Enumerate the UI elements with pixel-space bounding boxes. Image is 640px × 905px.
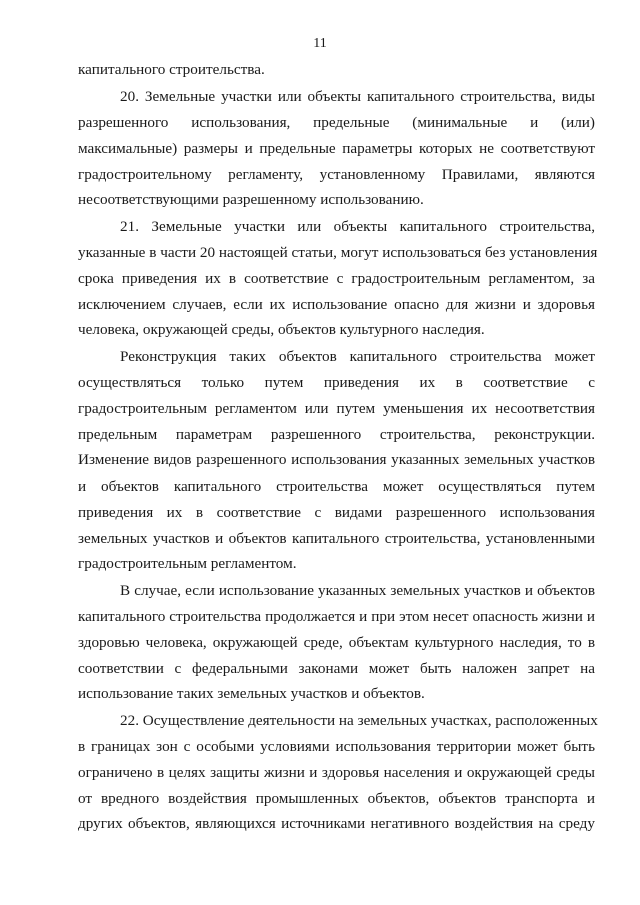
text-line: земельных участков и объектов капитального строительства, установленными: [78, 530, 595, 547]
text-line: других объектов, являющихся источниками негативного воздействия на среду: [78, 815, 595, 832]
text-line: градостроительным регламентом или путем уменьшения их несоответствия: [78, 400, 595, 417]
text-line: и объектов капитального строительства может осуществляться путем: [78, 478, 595, 495]
text-line: разрешенного использования, предельные (минимальные и (или): [78, 114, 595, 131]
text-line: исключением случаев, если их использование опасно для жизни и здоровья: [78, 296, 595, 313]
text-line: капитального строительства продолжается и при этом несет опасность жизни и: [78, 608, 595, 625]
text-line: срока приведения их в соответствие с градостроительным регламентом, за: [78, 270, 595, 287]
text-line: максимальные) размеры и предельные параметры которых не соответствуют: [78, 140, 595, 157]
text-line: от вредного воздействия промышленных объектов, объектов транспорта и: [78, 790, 595, 807]
text-line: приведения их в соответствие с видами разрешенного использования: [78, 504, 595, 521]
text-line: несоответствующими разрешенному использованию.: [78, 191, 424, 208]
text-line: осуществляться только путем приведения их в соответствие с: [78, 374, 595, 391]
text-line: использование таких земельных участков и объектов.: [78, 685, 425, 702]
text-line: Изменение видов разрешенного использования указанных земельных участков: [78, 451, 595, 468]
paragraph-first-line: Реконструкция таких объектов капитального строительства может: [120, 348, 595, 365]
paragraph-first-line: 20. Земельные участки или объекты капитального строительства, виды: [120, 88, 595, 105]
text-line: человека, окружающей среды, объектов культурного наследия.: [78, 321, 485, 338]
page-number: 11: [313, 36, 327, 51]
paragraph-first-line: 21. Земельные участки или объекты капитального строительства,: [120, 218, 595, 235]
text-line: указанные в части 20 настоящей статьи, могут использоваться без установления: [78, 244, 598, 261]
text-line: здоровью человека, окружающей среде, объектам культурного наследия, то в: [78, 634, 595, 651]
paragraph-first-line: 22. Осуществление деятельности на земельных участках, расположенных: [120, 712, 598, 729]
text-line: предельным параметрам разрешенного строительства, реконструкции.: [78, 426, 595, 443]
paragraph-first-line: В случае, если использование указанных земельных участков и объектов: [120, 582, 595, 599]
text-line: градостроительному регламенту, установленному Правилами, являются: [78, 166, 595, 183]
text-line: ограничено в целях защиты жизни и здоровья населения и окружающей среды: [78, 764, 595, 781]
text-line: градостроительным регламентом.: [78, 555, 297, 572]
text-line: в границах зон с особыми условиями использования территории может быть: [78, 738, 595, 755]
text-line: соответствии с федеральными законами может быть наложен запрет на: [78, 660, 595, 677]
text-line: капитального строительства.: [78, 61, 265, 78]
